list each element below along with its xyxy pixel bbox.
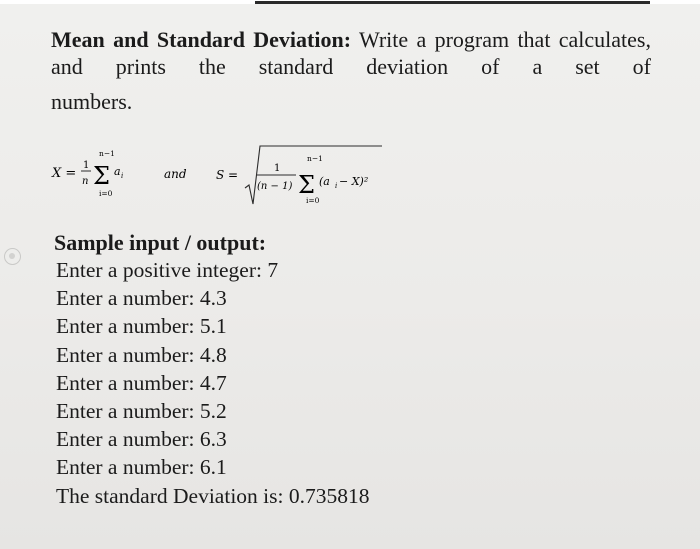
sd-fraction-numerator: 1 — [274, 163, 281, 174]
sample-line: Enter a number: 6.3 — [56, 427, 227, 452]
mean-term-subscript: i — [121, 172, 124, 180]
sd-lhs: S = — [216, 168, 239, 182]
top-rule-line — [255, 1, 650, 4]
sample-line: Enter a number: 4.3 — [56, 286, 227, 311]
top-border — [0, 0, 700, 4]
sample-line: Enter a number: 5.1 — [56, 314, 227, 339]
mean-fraction-denominator: n — [82, 176, 89, 187]
mean-term: a — [114, 165, 121, 178]
problem-description: Write a program that calculates, and prints the standard deviation of a set of — [51, 27, 651, 79]
sample-line: Enter a number: 6.1 — [56, 455, 227, 480]
sample-line: Enter a number: 4.8 — [56, 342, 227, 367]
sd-term-subscript: i — [335, 182, 338, 190]
mean-lhs: X = — [52, 166, 77, 181]
sample-output-list — [56, 256, 369, 510]
formula-connector: and — [164, 167, 187, 181]
sample-title: Sample input / output: — [54, 230, 267, 255]
sample-line: Enter a number: 5.2 — [56, 399, 227, 424]
formula-svg — [50, 138, 410, 218]
problem-statement — [51, 26, 651, 80]
sd-term-open: (a — [319, 175, 330, 188]
problem-title: Mean and Standard Deviation: — [51, 27, 352, 52]
sd-fraction-denominator: (n − 1) — [257, 181, 293, 192]
formula-block — [50, 138, 410, 218]
sd-sigma: Σ — [298, 171, 315, 199]
sample-line: Enter a positive integer: 7 — [56, 258, 279, 282]
mean-fraction-numerator: 1 — [83, 160, 90, 171]
sd-sum-lower: i=0 — [306, 196, 320, 205]
problem-statement-last-line: numbers. — [51, 89, 133, 114]
radio-button[interactable] — [4, 248, 21, 265]
mean-sum-upper: n−1 — [99, 149, 115, 158]
sd-term-close: − X)² — [339, 175, 369, 188]
sample-result-line: The standard Deviation is: 0.735818 — [56, 483, 370, 508]
sample-line: Enter a number: 4.7 — [56, 370, 227, 395]
sd-sum-upper: n−1 — [307, 154, 323, 163]
mean-sum-lower: i=0 — [99, 189, 113, 198]
mean-sigma: Σ — [93, 162, 110, 190]
